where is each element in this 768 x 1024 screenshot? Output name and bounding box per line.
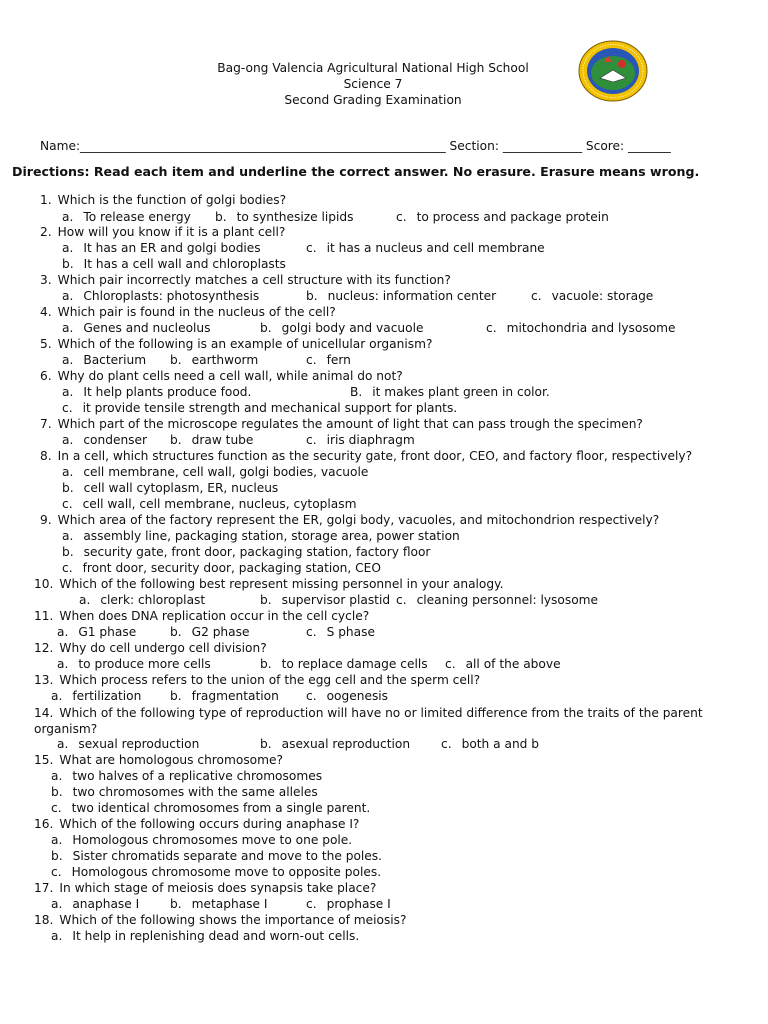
student-info-line: Name:____________________________________________________________ Section: _____________ Score: _______ (40, 139, 671, 153)
option-text: to synthesize lipids (236, 210, 354, 224)
option-text: oogenesis (326, 689, 389, 703)
question-number: 4. (40, 305, 52, 319)
answer-option[interactable] (57, 737, 199, 751)
answer-option[interactable] (306, 897, 391, 911)
option-letter: b. (170, 897, 182, 911)
question-17 (34, 881, 376, 895)
option-text: assembly line, packaging station, storage area, power station (83, 529, 460, 543)
question-number: 10. (34, 577, 54, 591)
option-letter: c. (306, 353, 317, 367)
question-text: Which pair is found in the nucleus of the cell? (57, 305, 336, 319)
option-letter: a. (62, 385, 74, 399)
option-letter: c. (306, 241, 317, 255)
question-number: 16. (34, 817, 54, 831)
option-text: it has a nucleus and cell membrane (326, 241, 545, 255)
question-text: Which of the following best represent missing personnel in your analogy. (59, 577, 504, 591)
answer-option[interactable] (260, 321, 423, 335)
question-number: 13. (34, 673, 54, 687)
option-text: G2 phase (191, 625, 250, 639)
option-text: G1 phase (78, 625, 137, 639)
option-letter: a. (62, 465, 74, 479)
answer-option[interactable] (51, 865, 381, 879)
answer-option[interactable] (62, 561, 381, 575)
question-text: When does DNA replication occur in the cell cycle? (59, 609, 370, 623)
question-text: Which area of the factory represent the ER, golgi body, vacuoles, and mitochondrion respectively? (57, 513, 660, 527)
answer-option[interactable] (51, 897, 139, 911)
question-text: In a cell, which structures function as the security gate, front door, CEO, and factory floor, respectively? (57, 449, 693, 463)
question-12 (34, 641, 267, 655)
question-number: 1. (40, 193, 52, 207)
option-letter: a. (57, 737, 69, 751)
question-10 (34, 577, 503, 591)
answer-option[interactable] (51, 785, 318, 799)
question-11 (34, 609, 369, 623)
answer-option[interactable] (170, 689, 279, 703)
question-number: 9. (40, 513, 52, 527)
question-9 (40, 513, 659, 527)
option-text: Homologous chromosomes move to one pole. (72, 833, 353, 847)
answer-option[interactable] (260, 737, 410, 751)
question-text: Which is the function of golgi bodies? (57, 193, 287, 207)
option-text: Chloroplasts: photosynthesis (83, 289, 260, 303)
answer-option[interactable] (441, 737, 539, 751)
directions: Directions: Read each item and underline the correct answer. No erasure. Erasure means wrong. (12, 164, 700, 179)
option-letter: b. (215, 210, 227, 224)
question-number: 2. (40, 225, 52, 239)
option-letter: a. (62, 433, 74, 447)
option-letter: a. (62, 529, 74, 543)
school-seal-logo (578, 40, 648, 102)
option-letter: c. (445, 657, 456, 671)
option-text: fern (326, 353, 351, 367)
option-letter: a. (62, 241, 74, 255)
answer-option[interactable] (62, 210, 191, 224)
answer-option[interactable] (170, 625, 249, 639)
option-text: it provide tensile strength and mechanical support for plants. (82, 401, 458, 415)
option-text: It has an ER and golgi bodies (83, 241, 261, 255)
option-text: fertilization (72, 689, 142, 703)
question-number: 17. (34, 881, 54, 895)
question-text: Why do cell undergo cell division? (59, 641, 267, 655)
option-letter: c. (441, 737, 452, 751)
option-letter: a. (51, 929, 63, 943)
answer-option[interactable] (51, 833, 352, 847)
answer-option[interactable] (62, 289, 259, 303)
option-text: asexual reproduction (281, 737, 411, 751)
option-text: cleaning personnel: lysosome (416, 593, 599, 607)
answer-option[interactable] (62, 497, 356, 511)
option-letter: b. (62, 481, 74, 495)
question-number: 11. (34, 609, 54, 623)
option-letter: b. (170, 353, 182, 367)
answer-option[interactable] (62, 529, 460, 543)
option-letter: c. (306, 689, 317, 703)
option-letter: b. (260, 657, 272, 671)
answer-option[interactable] (306, 289, 496, 303)
question-text: How will you know if it is a plant cell? (57, 225, 286, 239)
question-number: 15. (34, 753, 54, 767)
option-letter: c. (51, 801, 62, 815)
option-text: both a and b (461, 737, 540, 751)
answer-option[interactable] (62, 321, 211, 335)
option-letter: c. (486, 321, 497, 335)
question-text: Which of the following type of reproduction will have no or limited difference from the traits of the parent organism? (34, 706, 703, 736)
option-text: two halves of a replicative chromosomes (72, 769, 323, 783)
option-text: security gate, front door, packaging station, factory floor (83, 545, 431, 559)
answer-option[interactable] (62, 433, 147, 447)
option-letter: a. (62, 321, 74, 335)
answer-option[interactable] (51, 769, 322, 783)
option-letter: c. (396, 593, 407, 607)
option-letter: B. (350, 385, 363, 399)
option-text: It has a cell wall and chloroplasts (83, 257, 286, 271)
question-14 (34, 705, 724, 737)
option-letter: c. (62, 561, 73, 575)
question-text: Which of the following shows the importance of meiosis? (59, 913, 407, 927)
question-1 (40, 193, 286, 207)
option-text: supervisor plastid (281, 593, 391, 607)
option-letter: c. (531, 289, 542, 303)
option-text: to process and package protein (416, 210, 609, 224)
question-2 (40, 225, 285, 239)
question-number: 7. (40, 417, 52, 431)
option-letter: a. (51, 769, 63, 783)
answer-option[interactable] (260, 657, 428, 671)
option-text: front door, security door, packaging station, CEO (82, 561, 381, 575)
option-letter: a. (57, 657, 69, 671)
option-text: anaphase I (72, 897, 140, 911)
question-5 (40, 337, 432, 351)
exam-title: Second Grading Examination (284, 93, 462, 107)
answer-option[interactable] (62, 353, 146, 367)
answer-option[interactable] (445, 657, 561, 671)
option-text: it makes plant green in color. (372, 385, 550, 399)
answer-option[interactable] (62, 545, 430, 559)
option-letter: a. (51, 897, 63, 911)
option-text: two identical chromosomes from a single parent. (71, 801, 371, 815)
answer-option[interactable] (62, 241, 261, 255)
question-16 (34, 817, 359, 831)
option-text: Sister chromatids separate and move to the poles. (72, 849, 383, 863)
option-letter: b. (260, 321, 272, 335)
option-text: clerk: chloroplast (100, 593, 206, 607)
option-letter: b. (170, 625, 182, 639)
option-letter: c. (62, 497, 73, 511)
option-text: golgi body and vacuole (281, 321, 424, 335)
answer-option[interactable] (306, 433, 415, 447)
option-text: prophase I (326, 897, 391, 911)
question-number: 5. (40, 337, 52, 351)
option-text: S phase (326, 625, 375, 639)
option-letter: a. (62, 210, 74, 224)
option-letter: c. (396, 210, 407, 224)
answer-option[interactable] (62, 385, 251, 399)
answer-option[interactable] (306, 689, 388, 703)
option-text: iris diaphragm (326, 433, 415, 447)
question-13 (34, 673, 480, 687)
answer-option[interactable] (57, 625, 136, 639)
answer-option[interactable] (170, 897, 268, 911)
question-text: Which part of the microscope regulates the amount of light that can pass trough the specimen? (57, 417, 643, 431)
answer-option[interactable] (170, 353, 258, 367)
question-text: What are homologous chromosome? (59, 753, 283, 767)
option-letter: b. (260, 593, 272, 607)
answer-option[interactable] (396, 210, 609, 224)
option-letter: a. (57, 625, 69, 639)
option-text: Genes and nucleolus (83, 321, 211, 335)
option-letter: a. (51, 833, 63, 847)
option-letter: b. (170, 689, 182, 703)
answer-option[interactable] (79, 593, 205, 607)
option-letter: c. (306, 897, 317, 911)
answer-option[interactable] (62, 257, 286, 271)
question-15 (34, 753, 283, 767)
question-3 (40, 273, 451, 287)
option-text: cell wall cytoplasm, ER, nucleus (83, 481, 279, 495)
option-text: mitochondria and lysosome (506, 321, 676, 335)
option-letter: c. (62, 401, 73, 415)
option-letter: a. (62, 289, 74, 303)
answer-option[interactable] (51, 689, 141, 703)
answer-option[interactable] (57, 657, 211, 671)
option-letter: c. (306, 433, 317, 447)
option-text: vacuole: storage (551, 289, 654, 303)
question-8 (40, 449, 692, 463)
option-text: condenser (83, 433, 148, 447)
option-letter: b. (170, 433, 182, 447)
option-letter: b. (62, 545, 74, 559)
option-letter: c. (51, 865, 62, 879)
question-number: 18. (34, 913, 54, 927)
option-text: It help plants produce food. (83, 385, 252, 399)
answer-option[interactable] (62, 401, 457, 415)
question-18 (34, 913, 407, 927)
answer-option[interactable] (486, 321, 676, 335)
option-text: two chromosomes with the same alleles (72, 785, 318, 799)
option-text: to replace damage cells (281, 657, 428, 671)
question-number: 3. (40, 273, 52, 287)
option-letter: a. (62, 353, 74, 367)
question-number: 6. (40, 369, 52, 383)
option-text: to produce more cells (78, 657, 211, 671)
option-text: cell membrane, cell wall, golgi bodies, vacuole (83, 465, 369, 479)
question-text: Which process refers to the union of the egg cell and the sperm cell? (59, 673, 481, 687)
option-letter: b. (51, 785, 63, 799)
answer-option[interactable] (396, 593, 598, 607)
school-name: Bag-ong Valencia Agricultural National High School (217, 61, 529, 75)
option-text: all of the above (465, 657, 561, 671)
question-text: Which of the following occurs during anaphase I? (59, 817, 360, 831)
answer-option[interactable] (62, 481, 278, 495)
option-text: Bacterium (83, 353, 147, 367)
question-text: In which stage of meiosis does synapsis take place? (59, 881, 377, 895)
question-text: Which of the following is an example of unicellular organism? (57, 337, 433, 351)
option-letter: a. (79, 593, 91, 607)
option-letter: a. (51, 689, 63, 703)
option-text: earthworm (191, 353, 259, 367)
question-number: 8. (40, 449, 52, 463)
option-letter: b. (62, 257, 74, 271)
answer-option[interactable] (306, 353, 351, 367)
answer-option[interactable] (51, 849, 382, 863)
option-text: cell wall, cell membrane, nucleus, cytoplasm (82, 497, 357, 511)
option-letter: b. (260, 737, 272, 751)
option-text: sexual reproduction (78, 737, 200, 751)
option-text: fragmentation (191, 689, 279, 703)
option-text: To release energy (83, 210, 191, 224)
answer-option[interactable] (51, 929, 359, 943)
answer-option[interactable] (51, 801, 370, 815)
option-letter: c. (306, 625, 317, 639)
option-letter: b. (306, 289, 318, 303)
answer-option[interactable] (306, 625, 375, 639)
option-text: Homologous chromosome move to opposite poles. (71, 865, 382, 879)
answer-option[interactable] (531, 289, 653, 303)
option-text: metaphase I (191, 897, 268, 911)
answer-option[interactable] (260, 593, 390, 607)
question-number: 14. (34, 706, 54, 720)
answer-option[interactable] (170, 433, 253, 447)
option-text: nucleus: information center (327, 289, 497, 303)
question-7 (40, 417, 643, 431)
answer-option[interactable] (215, 210, 354, 224)
subject-title: Science 7 (343, 77, 403, 91)
option-letter: b. (51, 849, 63, 863)
question-text: Why do plant cells need a cell wall, while animal do not? (57, 369, 403, 383)
question-text: Which pair incorrectly matches a cell structure with its function? (57, 273, 451, 287)
question-number: 12. (34, 641, 54, 655)
answer-option[interactable] (62, 465, 368, 479)
option-text: It help in replenishing dead and worn-out cells. (72, 929, 360, 943)
answer-option[interactable] (306, 241, 545, 255)
answer-option[interactable] (350, 385, 550, 399)
question-4 (40, 305, 336, 319)
option-text: draw tube (191, 433, 254, 447)
question-6 (40, 369, 403, 383)
